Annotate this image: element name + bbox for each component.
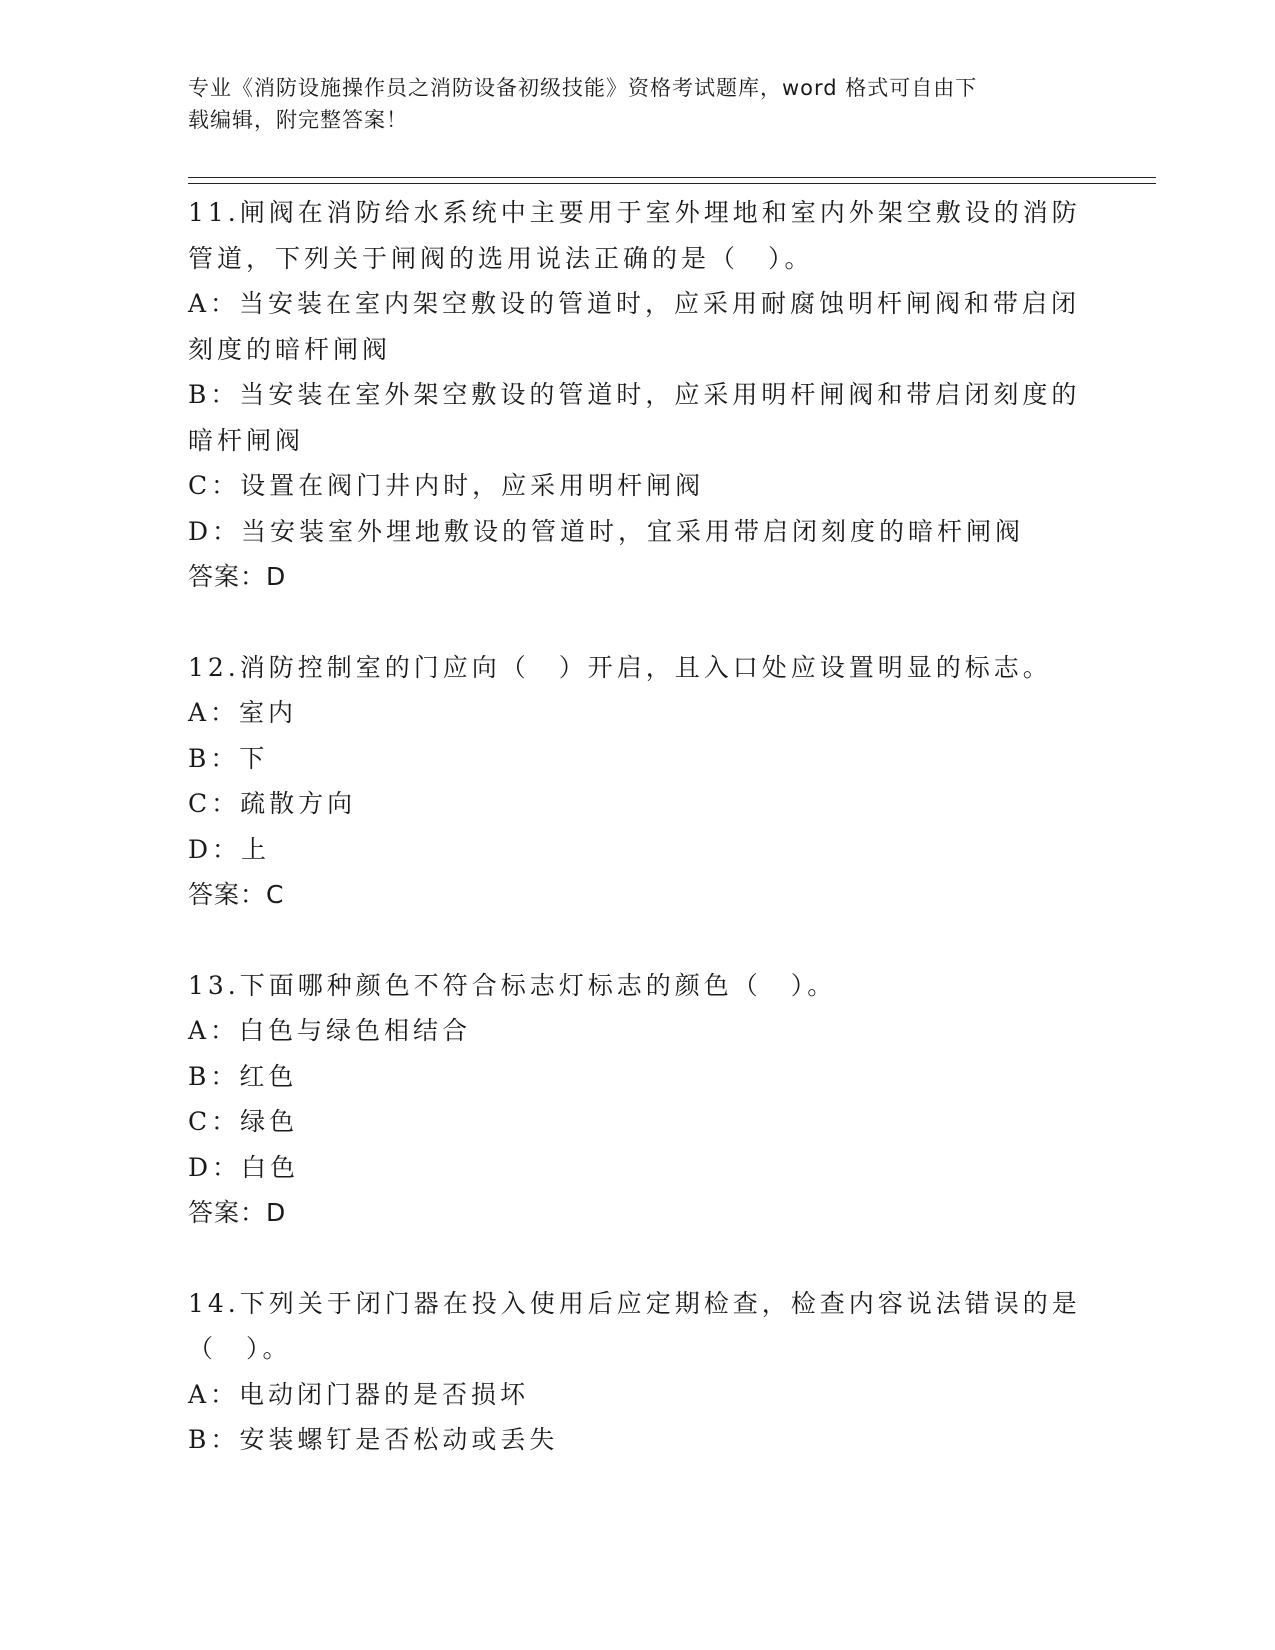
option-b-line: B：下 xyxy=(188,743,269,773)
question-stem-line: 13.下面哪种颜色不符合标志灯标志的颜色（ ）。 xyxy=(188,970,837,1000)
option-a-line: A：白色与绿色相结合 xyxy=(188,1016,472,1045)
option-d-line: D：当安装室外埋地敷设的管道时，宜采用带启闭刻度的暗杆闸阀 xyxy=(188,516,1025,546)
option-a-line: 刻度的暗杆闸阀 xyxy=(188,334,392,364)
option-a-line: A：室内 xyxy=(188,698,298,727)
question-13 xyxy=(188,963,1088,1236)
option-b-line: B：红色 xyxy=(188,1061,298,1091)
option-c-line: C：设置在阀门井内时，应采用明杆闸阀 xyxy=(188,471,705,500)
header-line-1: 专业《消防设施操作员之消防设备初级技能》资格考试题库，word 格式可自由下 xyxy=(188,76,978,100)
question-11 xyxy=(188,190,1088,600)
option-c-line: C：绿色 xyxy=(188,1107,299,1136)
option-a-line: A：电动闭门器的是否损坏 xyxy=(188,1379,530,1409)
question-stem-line: 12.消防控制室的门应向（ ）开启，且入口处应设置明显的标志。 xyxy=(188,652,1052,682)
question-stem-line: 管道，下列关于闸阀的选用说法正确的是（ ）。 xyxy=(188,243,814,273)
option-b-line: B：安装螺钉是否松动或丢失 xyxy=(188,1425,559,1454)
option-d-line: D：上 xyxy=(188,834,271,864)
option-d-line: D：白色 xyxy=(188,1152,300,1182)
answer-line: 答案：C xyxy=(188,880,285,909)
header-divider-top xyxy=(188,177,1156,178)
option-b-line: B：当安装在室外架空敷设的管道时，应采用明杆闸阀和带启闭刻度的 xyxy=(188,380,1081,409)
header-line-2: 载编辑，附完整答案！ xyxy=(188,108,408,132)
document-header xyxy=(188,72,1068,136)
answer-line: 答案：D xyxy=(188,1198,287,1227)
option-b-line: 暗杆闸阀 xyxy=(188,425,305,455)
answer-line: 答案：D xyxy=(188,562,287,591)
question-12 xyxy=(188,645,1088,918)
option-a-line: A：当安装在室内架空敷设的管道时，应采用耐腐蚀明杆闸阀和带启闭 xyxy=(188,289,1081,318)
question-14 xyxy=(188,1281,1088,1463)
question-stem-line: （ ）。 xyxy=(188,1334,292,1363)
question-list xyxy=(188,190,1088,1508)
question-stem-line: 11.闸阀在消防给水系统中主要用于室外埋地和室内外架空敷设的消防 xyxy=(188,198,1081,227)
header-divider-bottom xyxy=(188,183,1156,184)
option-c-line: C：疏散方向 xyxy=(188,789,357,818)
question-stem-line: 14.下列关于闭门器在投入使用后应定期检查，检查内容说法错误的是 xyxy=(188,1288,1081,1318)
